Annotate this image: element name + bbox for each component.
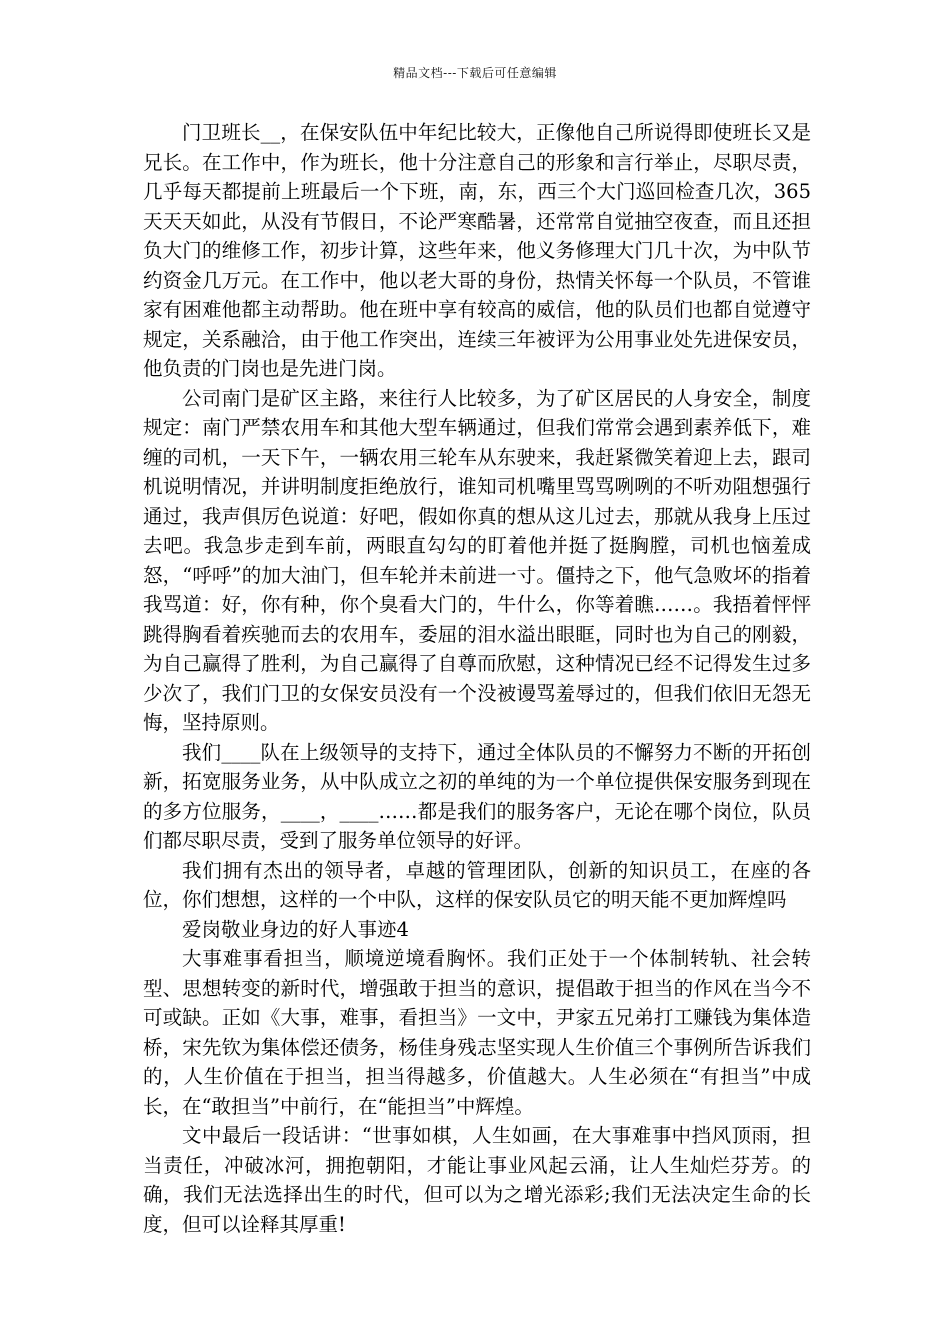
paragraph-leadership: 我们拥有杰出的领导者，卓越的管理团队，创新的知识员工，在座的各位，你们想想，这样的一个中队，这样的保安队员它的明天能不更加辉煌吗: [143, 858, 811, 911]
paragraph-gatekeeper-leader: 门卫班长__，在保安队伍中年纪比较大，正像他自己所说得即使班长又是兄长。在工作中，作为班长，他十分注意自己的形象和言行举止，尽职尽责，几乎每天都提前上班最后一个下班，南，东，西三个大门巡回检查几次，365天天天如此，从没有节假日，不论严寒酷暑，还常常自觉抽空夜查，而且还担负大门的维修工作，初步计算，这些年来，他义务修理大门几十次，为中队节约资金几万元。在工作中，他以老大哥的身份，热情关怀每一个队员，不管谁家有困难他都主动帮助。他在班中享有较高的威信，他的队员们也都自觉遵守规定，关系融洽，由于他工作突出，连续三年被评为公用事业处先进保安员，他负责的门岗也是先进门岗。: [143, 121, 811, 380]
page-header: 精品文档---下载后可任意编辑: [393, 66, 557, 80]
document-body: [143, 118, 811, 1239]
paragraph-responsibility: 大事难事看担当，顺境逆境看胸怀。我们正处于一个体制转轨、社会转型、思想转变的新时代，增强敢于担当的意识，提倡敢于担当的作风在当今不可或缺。正如《大事，难事，看担当》一文中，尹家五兄弟打工赚钱为集体造桥，宋先钦为集体偿还债务，杨佳身残志坚实现人生价值三个事例所告诉我们的，人生价值在于担当，担当得越多，价值越大。人生必须在“有担当”中成长，在“敢担当”中前行，在“能担当”中辉煌。: [143, 947, 811, 1118]
paragraph-team-service: 我们____队在上级领导的支持下，通过全体队员的不懈努力不断的开拓创新，拓宽服务业务，从中队成立之初的单纯的为一个单位提供保安服务到现在的多方位服务，____，____……都是我们的服务客户，无论在哪个岗位，队员们都尽职尽责，受到了服务单位领导的好评。: [143, 740, 811, 852]
paragraph-closing-quote: 文中最后一段话讲：“世事如棋，人生如画，在大事难事中挡风顶雨，担当责任，冲破冰河，拥抱朝阳，才能让事业风起云涌，让人生灿烂芬芳。的确，我们无法选择出生的时代，但可以为之增光添彩;我们无法决定生命的长度，但可以诠释其厚重!: [143, 1124, 811, 1236]
section-heading: 爱岗敬业身边的好人事迹4: [182, 917, 409, 941]
paragraph-south-gate: 公司南门是矿区主路，来往行人比较多，为了矿区居民的人身安全，制度规定：南门严禁农用车和其他大型车辆通过，但我们常常会遇到素养低下，难缠的司机，一天下午，一辆农用三轮车从东驶来，我赶紧微笑着迎上去，跟司机说明情况，并讲明制度拒绝放行，谁知司机嘴里骂骂咧咧的不听劝阻想强行通过，我声俱厉色说道：好吧，假如你真的想从这儿过去，那就从我身上压过去吧。我急步走到车前，两眼直勾勾的盯着他并挺了挺胸膛，司机也恼羞成怒，“呼呼”的加大油门，但车轮并未前进一寸。僵持之下，他气急败坏的指着我骂道：好，你有种，你个臭看大门的，牛什么，你等着瞧……。我捂着怦怦跳得胸看着疾驰而去的农用车，委屈的泪水溢出眼眶，同时也为自己的刚毅，为自己赢得了胜利，为自己赢得了自尊而欣慰，这种情况已经不记得发生过多少次了，我们门卫的女保安员没有一个没被谩骂羞辱过的，但我们依旧无怨无悔，坚持原则。: [143, 386, 811, 734]
